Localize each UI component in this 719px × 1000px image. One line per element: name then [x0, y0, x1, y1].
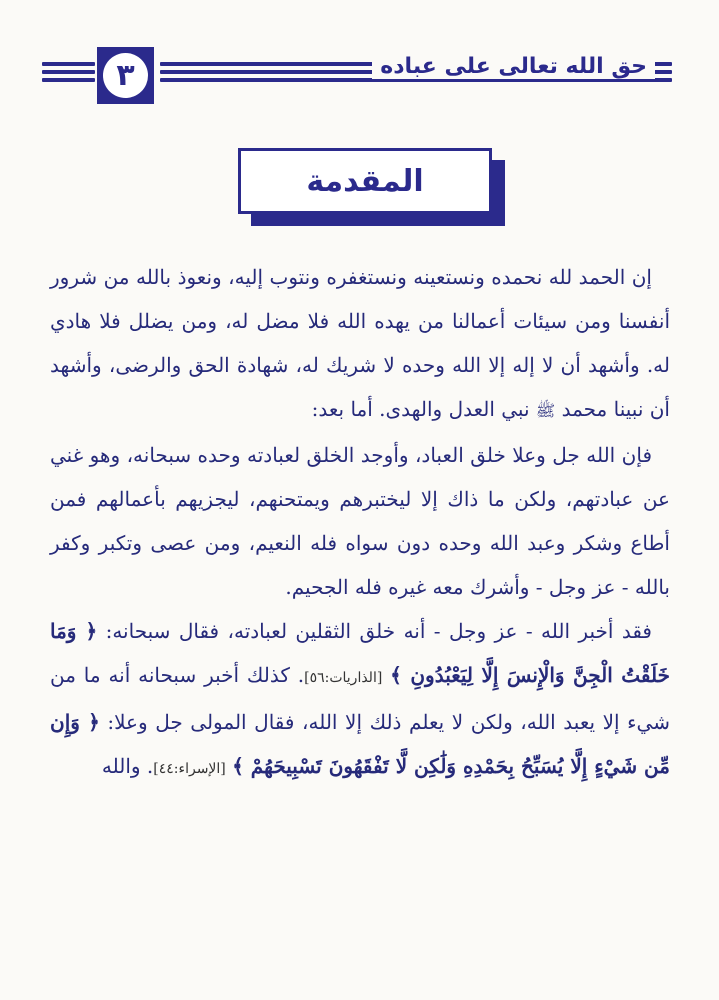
paragraph-3-text-a: فقد أخبر الله - عز وجل - أنه خلق الثقلين لعبادته، فقال سبحانه: [105, 619, 652, 643]
paragraph-1-text-a: إن الحمد لله نحمده ونستعينه ونستغفره ونتوب إليه، ونعوذ بالله من شرور أنفسنا ومن سيئات أعمالنا من يهده الله فلا مضل له، ومن يضلل فلا هادي له. وأشهد أن لا إله إلا الله وحده لا شريك له، شهادة الحق والرضى، وأشهد أن نبينا محمد [50, 265, 671, 421]
paragraph-1-text-b: نبي العدل والهدى. أما بعد: [311, 397, 530, 421]
paragraph-3-text-b: . كذلك أخبر سبحانه أنه ما من شيء إلا يعبد الله، ولكن لا يعلم ذلك إلا الله، فقال المولى جل وعلا: [50, 663, 670, 734]
paragraph-2: فإن الله جل وعلا خلق العباد، وأوجد الخلق لعبادته وحده سبحانه، وهو غني عن عبادتهم، ولكن ما ذاك إلا ليختبرهم ويمتحنهم، ليجزيهم بأعمالهم فمن أطاع وشكر وعبد الله وحده دون سواه فله النعيم، ومن عصى وتكبر وكفر بالله - عز وجل - وأشرك معه غيره فله الجحيم. [50, 443, 670, 599]
page-number-box [97, 47, 154, 104]
paragraph-1 [50, 255, 670, 433]
running-title: حق الله تعالى على عباده [372, 54, 655, 79]
page-number: ٣ [103, 53, 148, 98]
section-title: المقدمة [238, 148, 492, 214]
verse-reference-1: [الذاريات:٥٦] [304, 670, 383, 686]
quran-verse-2: ﴿ وَإِن مِّن شَيْءٍ إِلَّا يُسَبِّحُ بِحَمْدِهِ وَلَٰكِن لَّا تَفْقَهُونَ تَسْبِيحَهُمْ ﴾ [50, 710, 670, 778]
verse-reference-2: [الإسراء:٤٤] [153, 761, 226, 777]
salawat-glyph: ﷺ [535, 401, 556, 420]
quran-verse-1: ﴿ وَمَا خَلَقْتُ الْجِنَّ وَالْإِنسَ إِلَّا لِيَعْبُدُونِ ﴾ [50, 619, 671, 687]
paragraph-3 [50, 609, 670, 791]
body-text [50, 255, 670, 791]
page-header [0, 0, 719, 110]
paragraph-3-text-c: . والله [101, 754, 154, 778]
